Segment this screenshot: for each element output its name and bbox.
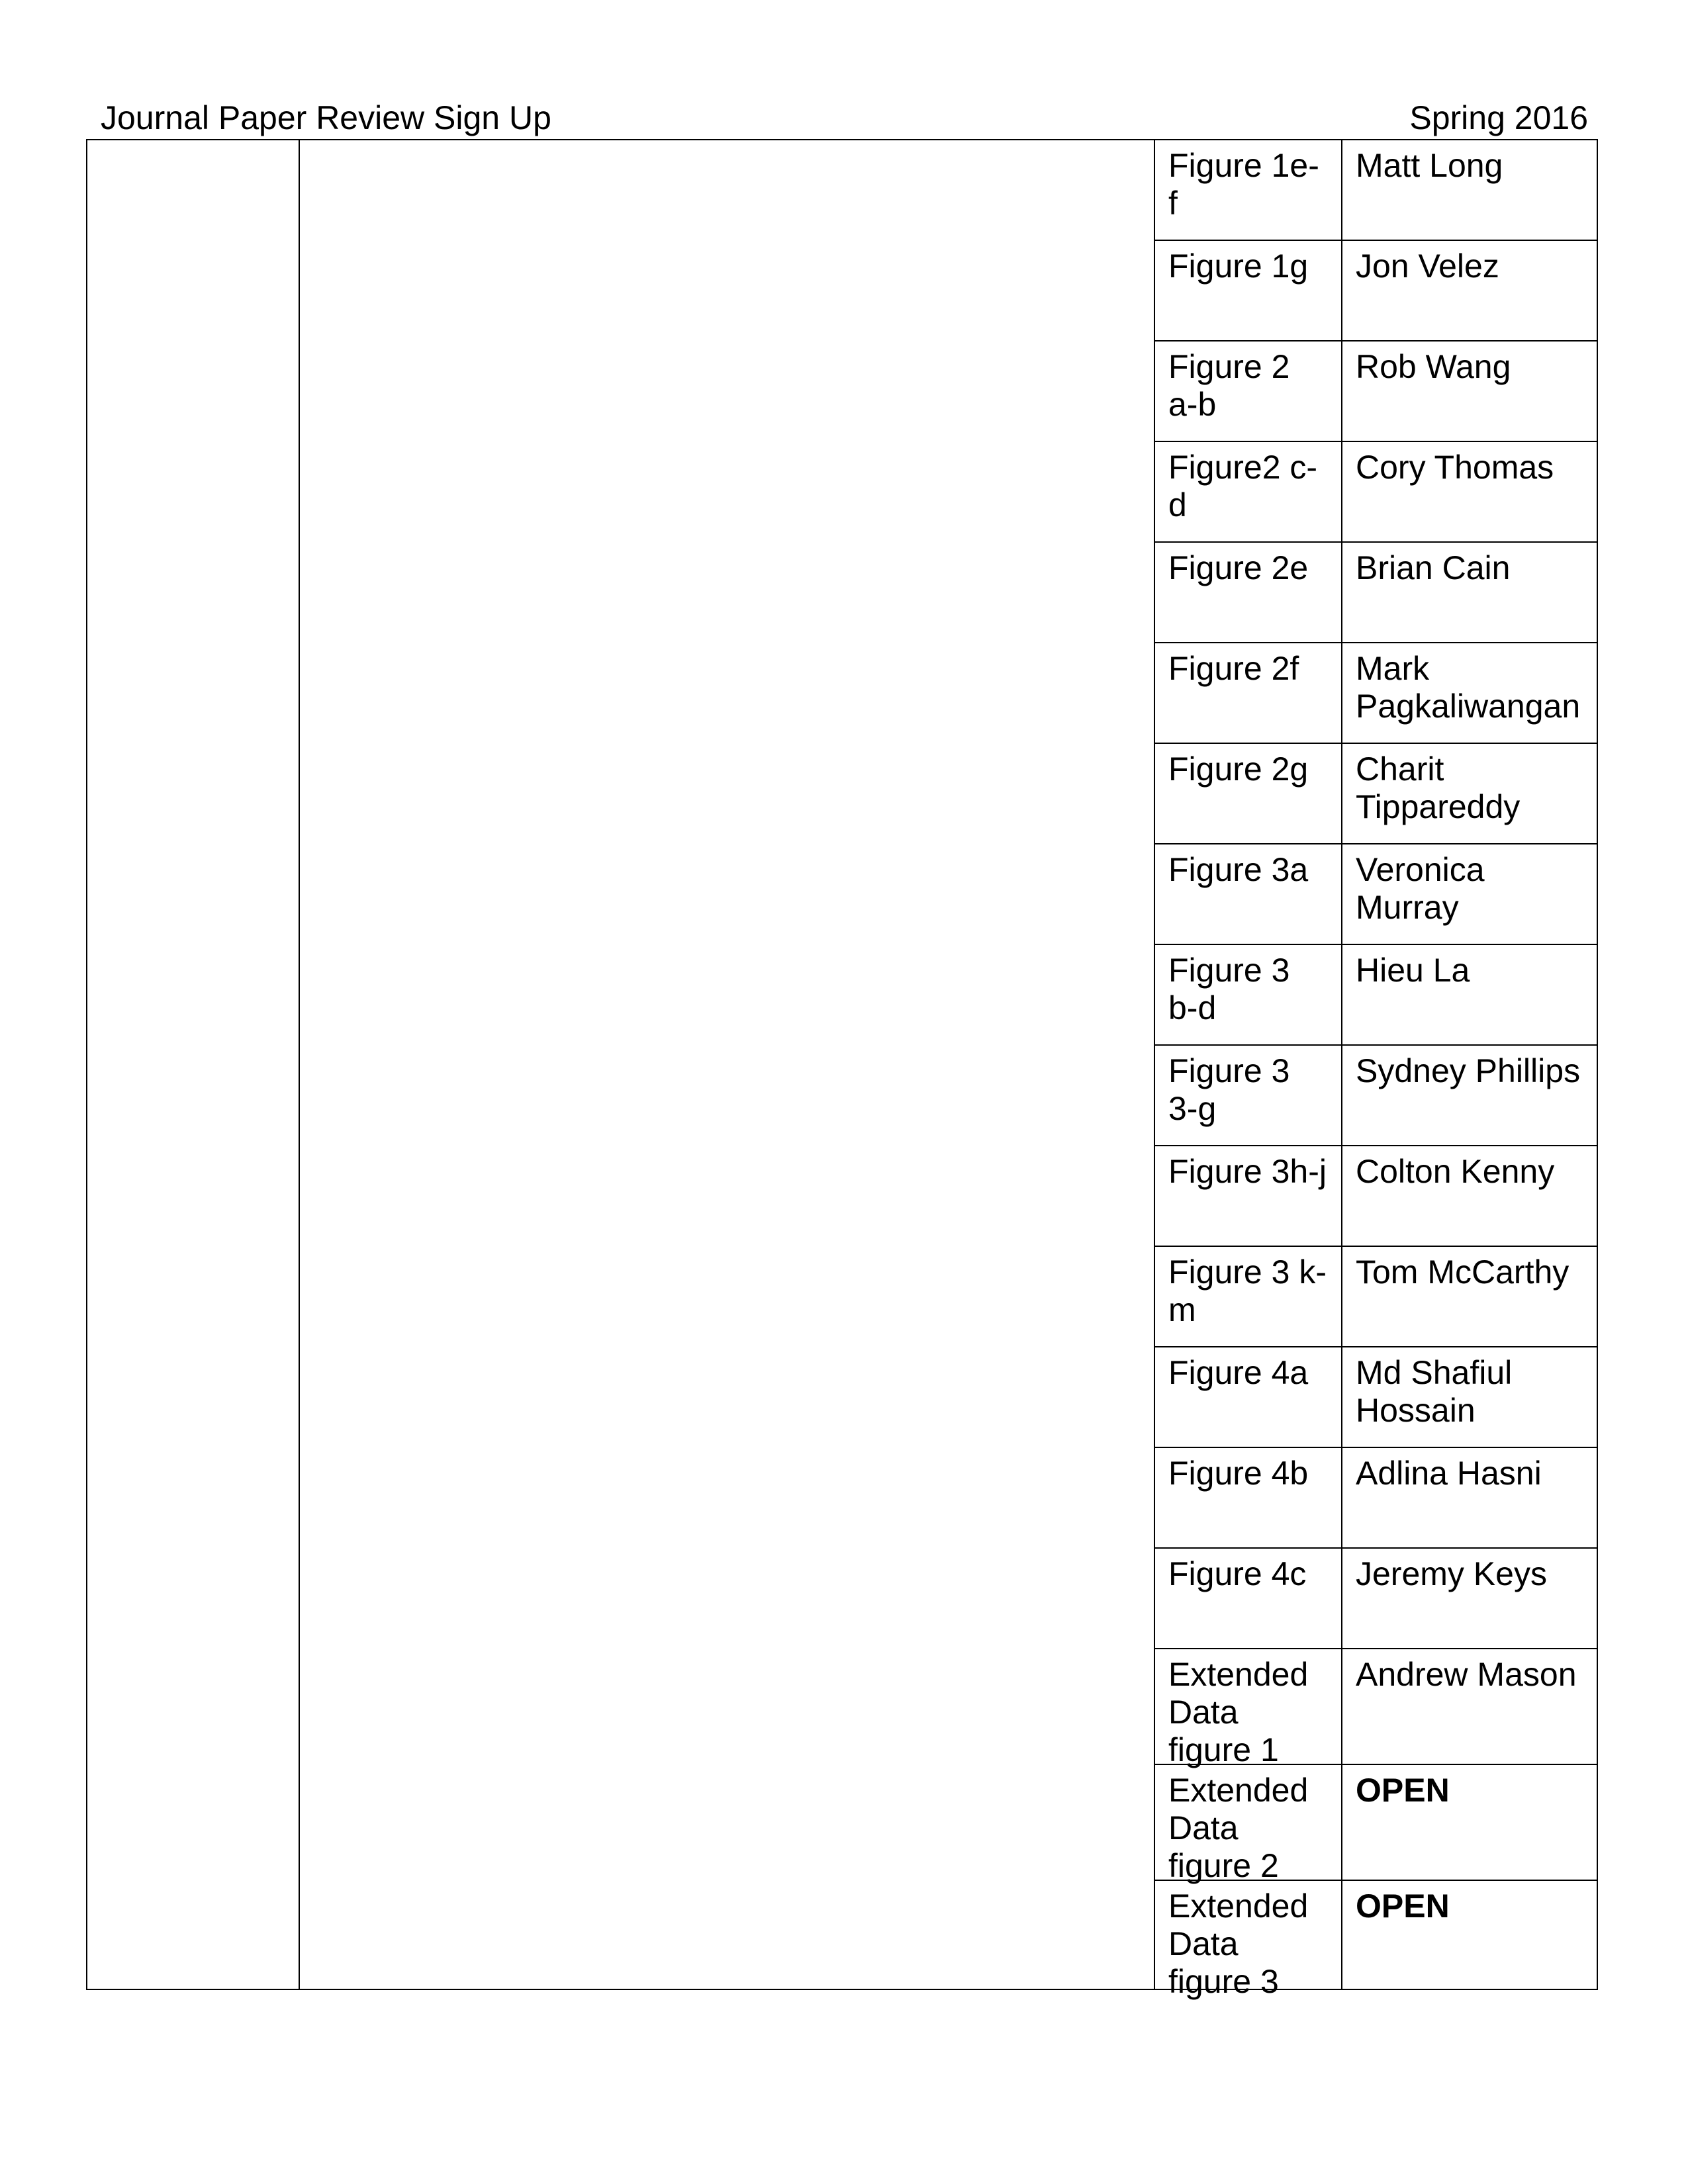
reviewer-cell: Andrew Mason [1356,1656,1577,1693]
figure-cell: Figure 3 b-d [1168,952,1290,1026]
reviewer-cell: Cory Thomas [1356,449,1554,486]
figure-cell: Figure 3 k- m [1168,1253,1327,1328]
term-label: Spring 2016 [1409,99,1588,136]
table-row [1154,1247,1598,1347]
figure-cell: Figure 3 3-g [1168,1052,1290,1127]
open-slot-label: OPEN [1356,1772,1450,1809]
reviewer-cell: Sydney Phillips [1356,1052,1581,1089]
figure-cell: Extended Data figure 2 [1168,1772,1309,1884]
table-row [1154,1881,1598,2000]
table-row [1154,341,1598,442]
figure-cell: Extended Data figure 3 [1168,1888,1309,2000]
signup-table [86,139,1598,2000]
table-row [1154,643,1598,744]
reviewer-cell: Colton Kenny [1356,1153,1555,1190]
figure-cell: Figure 4b [1168,1455,1309,1492]
figure-cell: Figure 4c [1168,1555,1307,1592]
table-row [1154,543,1598,643]
table-row [1154,442,1598,543]
reviewer-cell: Jeremy Keys [1356,1555,1547,1592]
figure-cell: Figure 1g [1168,248,1309,285]
table-row [1154,1146,1598,1247]
figure-cell: Extended Data figure 1 [1168,1656,1309,1768]
reviewer-cell: Brian Cain [1356,549,1511,586]
table-row [1154,744,1598,844]
figure-cell: Figure 4a [1168,1354,1309,1391]
reviewer-cell: Rob Wang [1356,348,1511,385]
figure-cell: Figure 2f [1168,650,1299,687]
table-row [1154,1549,1598,1649]
figure-cell: Figure 2e [1168,549,1309,586]
table-row [1154,945,1598,1046]
reviewer-cell: Md Shafiul Hossain [1356,1354,1513,1429]
reviewer-cell: Adlina Hasni [1356,1455,1542,1492]
reviewer-cell: Charit Tippareddy [1356,751,1521,825]
reviewer-cell: Mark Pagkaliwangan [1356,650,1581,725]
page-title: Journal Paper Review Sign Up [101,99,551,136]
figure-cell: Figure 1e- f [1168,147,1319,222]
table-row [1154,1046,1598,1146]
figure-cell: Figure 3a [1168,851,1309,888]
figure-cell: Figure 3h-j [1168,1153,1327,1190]
reviewer-cell: Hieu La [1356,952,1470,989]
column-divider [299,140,300,1989]
table-row [1154,1649,1598,1768]
table-row [1154,241,1598,341]
figure-cell: Figure 2g [1168,751,1309,788]
table-row [1154,1347,1598,1448]
open-slot-label: OPEN [1356,1888,1450,1925]
table-row [1154,140,1598,241]
figure-cell: Figure 2 a-b [1168,348,1290,423]
table-row [1154,1765,1598,1884]
figure-cell: Figure2 c- d [1168,449,1318,523]
reviewer-cell: Tom McCarthy [1356,1253,1570,1291]
reviewer-cell: Jon Velez [1356,248,1499,285]
table-row [1154,844,1598,945]
reviewer-cell: Veronica Murray [1356,851,1485,926]
table-row [1154,1448,1598,1549]
reviewer-cell: Matt Long [1356,147,1503,184]
